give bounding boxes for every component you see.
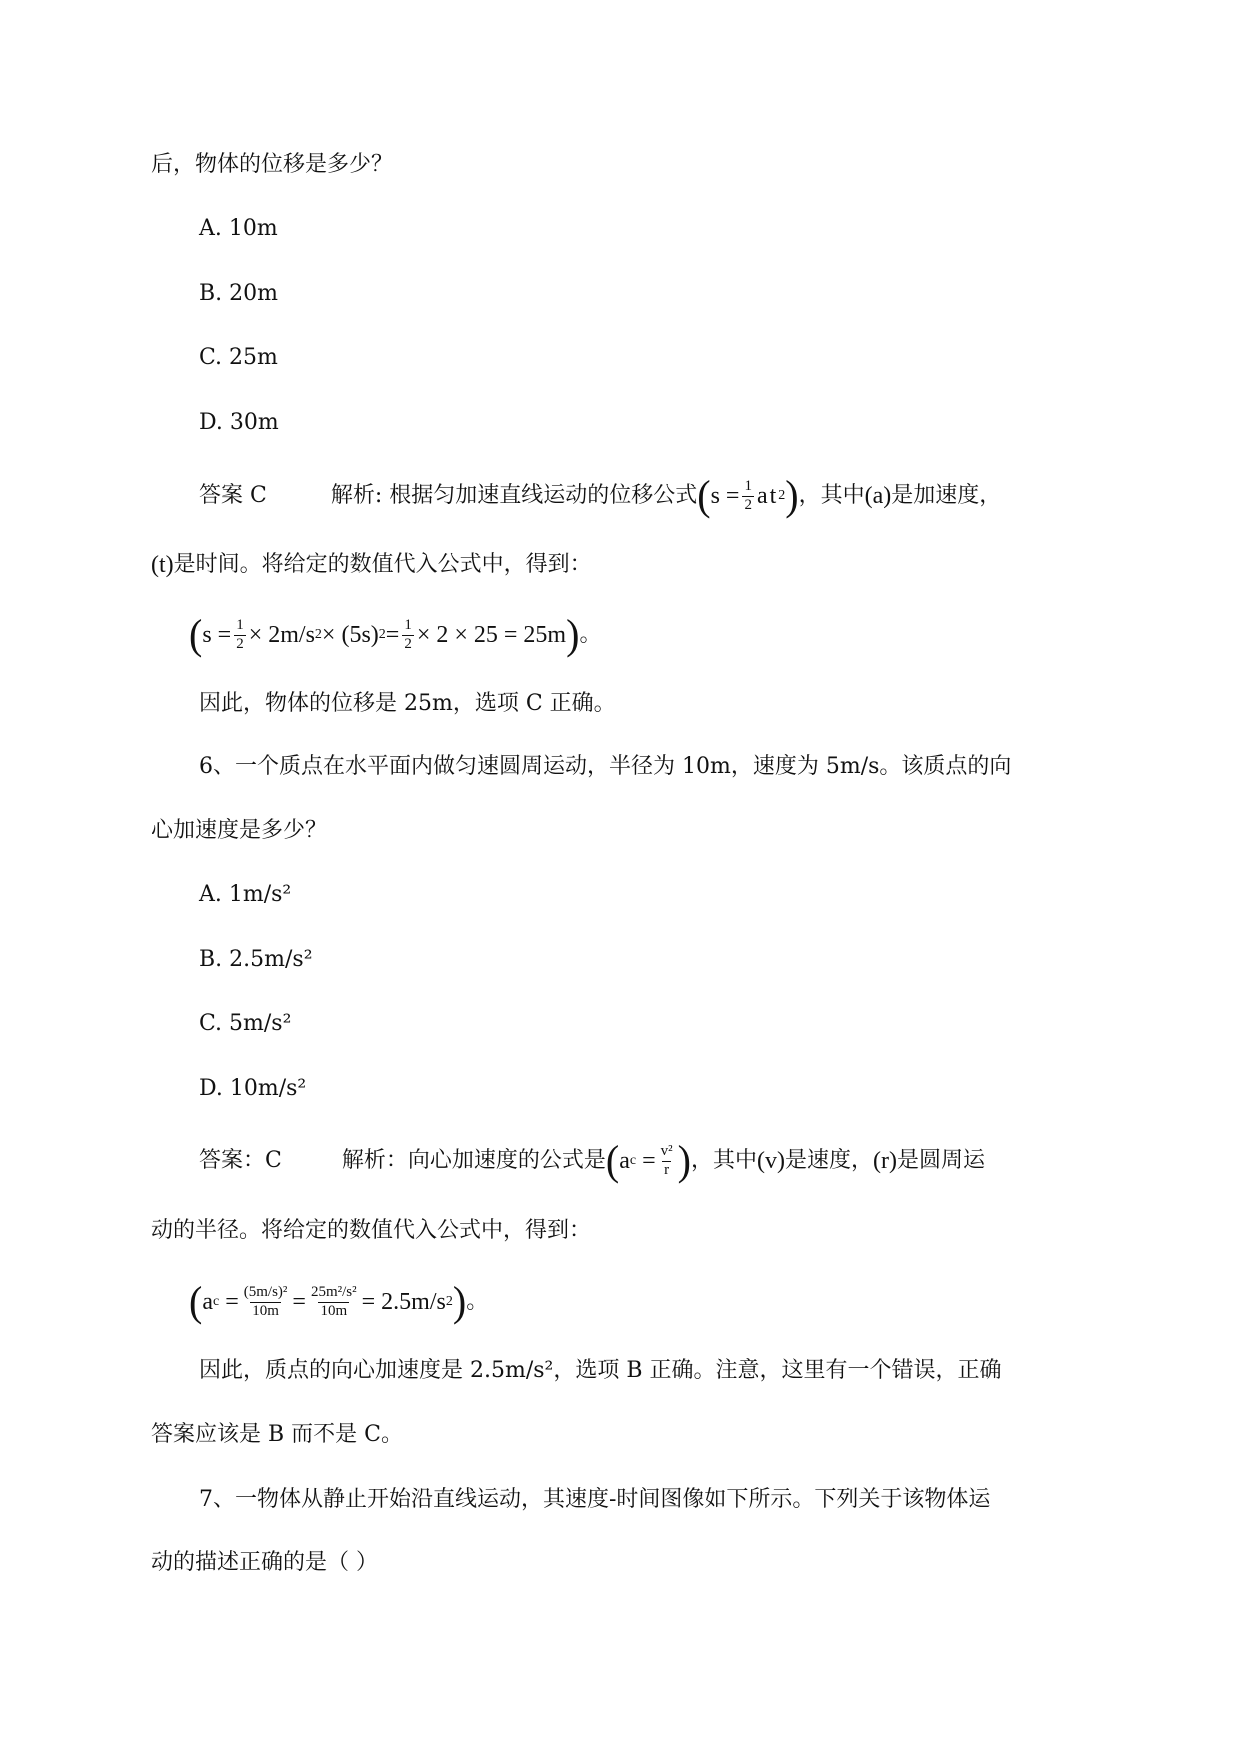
q5-option-d: D. 30m bbox=[199, 410, 279, 435]
q6-analysis-label: 解析：向心加速度的公式是 bbox=[341, 1148, 606, 1173]
q6-conclusion-line1: 因此，质点的向心加速度是 2.5m/s²，选项 B 正确。注意，这里有一个错误，正确 bbox=[199, 1358, 1002, 1383]
q7-stem-line2: 动的描述正确的是（ ） bbox=[151, 1550, 378, 1575]
q5-formula: ( s = $\frac{1}{2}$ at 2 ) bbox=[697, 471, 799, 520]
q5-analysis-label: 解析: 根据匀加速直线运动的位移公式 bbox=[330, 483, 698, 508]
q6-var-r: (r) bbox=[872, 1148, 897, 1174]
q6-option-a: A. 1m/s² bbox=[199, 882, 292, 907]
q6-var-v: (v) bbox=[756, 1148, 785, 1174]
q5-calculation: ( s = $\frac{1}{2}$ × 2m/s 2 × (5s) 2 = $\frac{1}{2}$ × 2 × 25 = 25m ) 。 bbox=[189, 610, 602, 659]
q5-option-c: C. 25m bbox=[199, 345, 278, 370]
q6-calculation: ( a c = $\frac{\text{(5m/s)²}}{10m}$ = $\frac{\text{25m²/s²}}{10m}$ = 2.5m/s 2 ) 。 bbox=[189, 1277, 489, 1326]
q5-line2: (t) 是时间。将给定的数值代入公式中，得到： bbox=[151, 552, 592, 578]
q6-answer-label: 答案：C bbox=[199, 1148, 282, 1173]
q5-conclusion: 因此，物体的位移是 25m，选项 C 正确。 bbox=[199, 691, 616, 716]
q5-stem-tail: 后，物体的位移是多少？ bbox=[151, 152, 394, 177]
q6-option-c: C. 5m/s² bbox=[199, 1011, 292, 1036]
q5-option-b: B. 20m bbox=[199, 281, 279, 306]
q6-option-b: B. 2.5m/s² bbox=[199, 947, 313, 972]
fraction-half: $\frac{1}{2}$ bbox=[744, 477, 752, 513]
q5-option-a: A. 10m bbox=[199, 216, 278, 241]
q6-stem-line2: 心加速度是多少？ bbox=[151, 818, 328, 843]
q5-var-t: (t) bbox=[151, 552, 174, 578]
q6-conclusion-line2: 答案应该是 B 而不是 C。 bbox=[151, 1422, 403, 1447]
q5-answer-line: 答案 C 解析: 根据匀加速直线运动的位移公式 ( s = $\frac{1}{2}$ at 2 ) ，其中 (a) 是加速度， bbox=[199, 471, 1002, 520]
q6-formula: ( a c = $\frac{\text{v²}}{r}$ ) bbox=[605, 1136, 691, 1185]
q5-var-a: (a) bbox=[864, 483, 892, 509]
q6-option-d: D. 10m/s² bbox=[199, 1076, 307, 1101]
q6-line2: 动的半径。将给定的数值代入公式中，得到： bbox=[151, 1218, 592, 1243]
q7-stem-line1: 7、一物体从静止开始沿直线运动，其速度-时间图像如下所示。下列关于该物体运 bbox=[199, 1487, 991, 1512]
q5-answer-label: 答案 C bbox=[199, 483, 267, 508]
q6-answer-line: 答案：C 解析：向心加速度的公式是 ( a c = $\frac{\text{v²}}{r}$ ) ，其中 (v) 是速度， (r) 是圆周运 bbox=[199, 1136, 985, 1185]
q6-stem-line1: 6、一个质点在水平面内做匀速圆周运动，半径为 10m，速度为 5m/s。该质点的向 bbox=[199, 754, 1012, 779]
